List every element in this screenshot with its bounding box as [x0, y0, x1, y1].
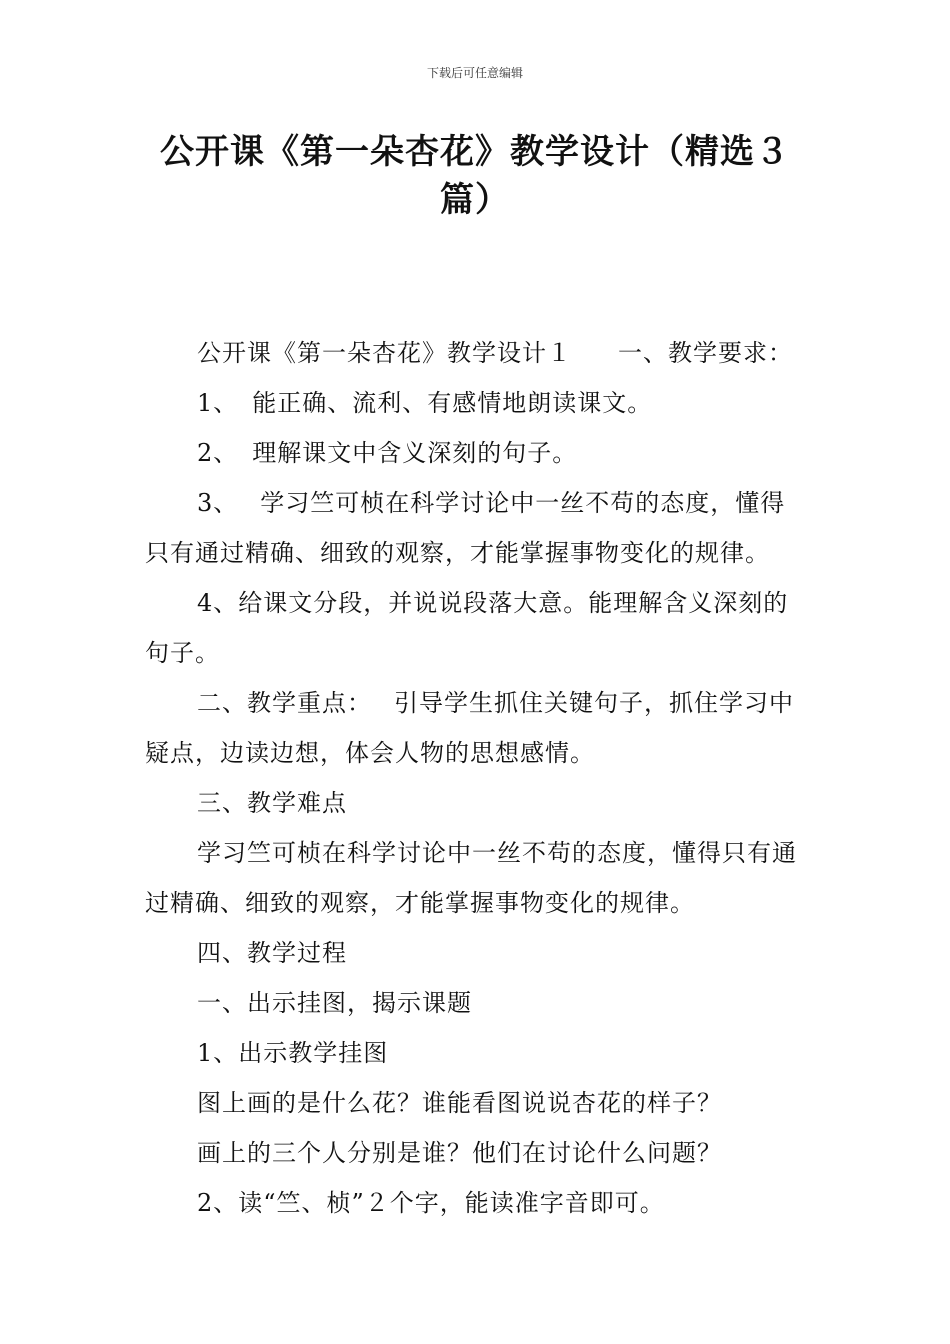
paragraph: 图上画的是什么花？谁能看图说说杏花的样子？: [197, 1089, 722, 1117]
key-points-heading: 二、教学重点：: [197, 689, 372, 717]
teaching-requirements-heading: 一、教学要求：: [618, 339, 793, 367]
list-number: 2、: [197, 439, 239, 467]
list-item: [145, 428, 810, 478]
paragraph: 一、出示挂图，揭示课题: [197, 989, 472, 1017]
list-text: 理解课文中含义深刻的句子。: [252, 439, 578, 467]
section-title: 公开课《第一朵杏花》教学设计１: [197, 339, 572, 367]
list-number: 3、: [197, 489, 239, 517]
document-body: [145, 328, 810, 1228]
paragraph-heading: 四、教学过程: [197, 939, 347, 967]
paragraph-heading-1: [145, 328, 810, 378]
list-number: 1、: [197, 389, 239, 417]
paragraph: 1、出示教学挂图: [197, 1039, 389, 1067]
list-text: 学习竺可桢在科学讨论中一丝不苟的态度，懂得只有通过精确、细致的观察，才能掌握事物变化的规律。: [145, 489, 786, 567]
paragraph: 学习竺可桢在科学讨论中一丝不苟的态度，懂得只有通过精确、细致的观察，才能掌握事物变化的规律。: [145, 839, 797, 917]
list-text: 能正确、流利、有感情地朗读课文。: [252, 389, 653, 417]
paragraph: 2、读“竺、桢”２个字，能读准字音即可。: [197, 1189, 665, 1217]
paragraph: 4、给课文分段，并说说段落大意。能理解含义深刻的句子。: [145, 589, 789, 667]
list-item: [145, 478, 810, 578]
list-item: [145, 378, 810, 428]
page-header-note: 下载后可任意编辑: [426, 66, 523, 80]
key-points-text: 引导学生抓住关键句子，抓住学习中疑点，边读边想，体会人物的思想感情。: [145, 689, 794, 767]
paragraph-key-points: [145, 678, 810, 778]
document-title: 公开课《第一朵杏花》教学设计（精选３篇）: [160, 132, 790, 220]
paragraph: 画上的三个人分别是谁？他们在讨论什么问题？: [197, 1139, 722, 1167]
paragraph-heading: 三、教学难点: [197, 789, 347, 817]
